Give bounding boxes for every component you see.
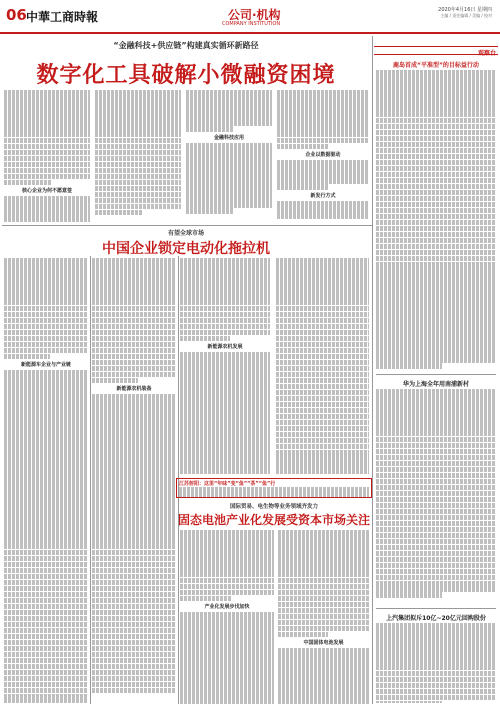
photo-caption-title: 江苏射阳：这里“年味”变“鱼”“茶”“鱼”行: [179, 481, 276, 487]
sidebar-story2-title: 华为上海全年用南浦新村: [402, 381, 469, 388]
lead-subsection-heading: 企业以数据驱动: [305, 152, 341, 159]
page-header: [0, 0, 500, 34]
section-divider: [2, 225, 372, 226]
story2-body-col-4: [276, 258, 369, 474]
story2-body-col-3: [180, 258, 270, 474]
sidebar-story2-body: [376, 389, 496, 603]
section-title: 公司·机构: [228, 8, 281, 22]
lead-subsection-heading: 核心企业为何不愿意签: [21, 188, 72, 195]
sidebar-tag: [374, 46, 498, 55]
sidebar-tag-label: 观察台: [477, 50, 496, 57]
sidebar-rule: [372, 36, 373, 704]
story2-headline: 中国企业锁定电动化拖拉机: [102, 241, 270, 257]
story3-body-col-1: [180, 530, 274, 704]
story3-kicker: 国际贸易、电生物等业务领域齐发力: [229, 504, 318, 510]
story2-body-col-1: [4, 258, 88, 703]
sidebar-story1-title: 鹿岛首成“平准型”的目标益行动: [393, 62, 479, 69]
lead-subsection-heading: 新发行方式: [310, 192, 336, 199]
sidebar-divider: [376, 374, 496, 375]
sidebar-divider: [376, 608, 496, 609]
story2-body-col-2: [92, 258, 176, 703]
story3-body-col-2: [278, 530, 369, 704]
section-subtitle: COMPANY INSTITUTION: [222, 21, 281, 27]
lead-story-body-col-1: [4, 90, 90, 222]
story3-headline: 固态电池产业化发展受资本市场关注: [177, 513, 370, 527]
story3-subsection-heading: 中国固体电池发展: [303, 640, 344, 647]
newspaper-name: 中華工商時報: [26, 10, 99, 24]
page-number: 06: [6, 6, 27, 24]
story3-subsection-heading: 产业化发展步伐加快: [204, 604, 250, 611]
lead-story-headline: 数字化工具破解小微融资困境: [36, 63, 336, 88]
issue-date: 2020年4月16日 星期四: [438, 7, 492, 13]
lead-subsection-heading: 金融科技应用: [213, 134, 244, 141]
column-rule: [90, 256, 91, 704]
lead-story-subhead: “金融科技+供应链”构建真实循环新路径: [113, 41, 259, 50]
lead-story-body-col-2: [95, 90, 181, 222]
story2-kicker: 有望全球市场: [167, 230, 204, 237]
lead-story-body-col-4: [277, 90, 369, 222]
lead-story-body-col-3: [186, 90, 272, 222]
story2-subsection-heading: 新能源车企业与产业链: [20, 362, 71, 369]
sidebar-story3-title: 上汽集团拟斥10亿~20亿元回购股份: [386, 615, 486, 622]
story2-subsection-heading: 新能源农机装备: [116, 386, 152, 393]
sidebar-story1-body: [376, 70, 496, 370]
sidebar: [374, 38, 498, 704]
sidebar-story3-body: [376, 623, 496, 703]
story2-subsection-heading: 新能源农机发展: [207, 344, 243, 351]
staff-credits: 主编 / 责任编辑 / 美编 / 校对: [440, 13, 492, 18]
photo-caption-box: [176, 478, 372, 498]
